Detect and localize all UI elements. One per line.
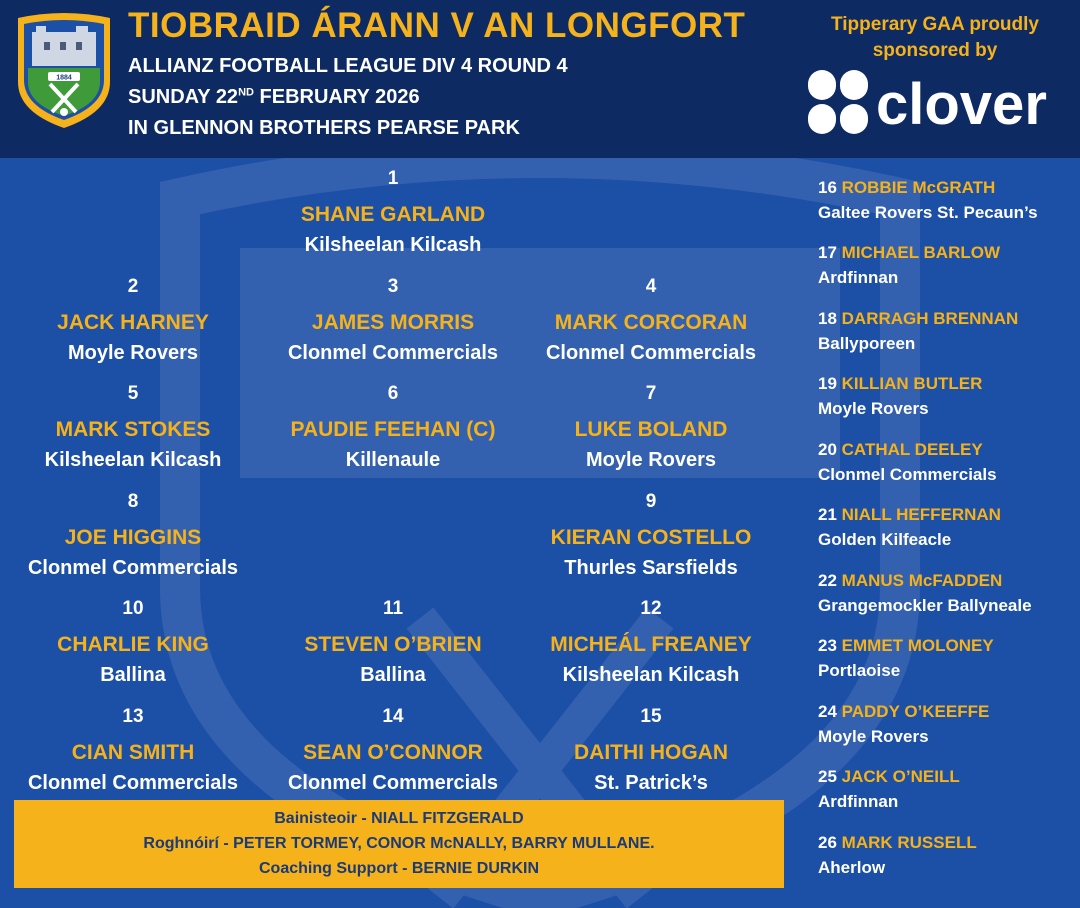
player-number: 4 xyxy=(645,276,657,297)
player-name: JAMES MORRIS xyxy=(311,311,475,334)
sub-club: Moyle Rovers xyxy=(818,727,929,746)
sub-number: 24 xyxy=(818,702,837,721)
player-club: Ballina xyxy=(100,664,166,686)
player-number: 6 xyxy=(387,383,399,404)
player-name: SHANE GARLAND xyxy=(300,203,486,226)
player-club: St. Patrick’s xyxy=(594,772,708,794)
substitute-21 xyxy=(818,503,1001,553)
management-box xyxy=(14,800,784,888)
player-2 xyxy=(5,276,261,367)
sub-club: Moyle Rovers xyxy=(818,399,929,418)
substitute-24 xyxy=(818,700,989,750)
player-9 xyxy=(523,491,779,582)
venue-label: IN GLENNON BROTHERS PEARSE PARK xyxy=(128,117,520,139)
player-name: MARK CORCORAN xyxy=(554,311,748,334)
sub-number: 22 xyxy=(818,571,837,590)
player-club: Clonmel Commercials xyxy=(27,772,239,794)
tipperary-crest-icon xyxy=(14,12,114,130)
sub-name: PADDY O’KEEFFE xyxy=(841,702,990,721)
player-name: MARK STOKES xyxy=(55,418,211,441)
match-title: TIOBRAID ÁRANN V AN LONGFORT xyxy=(128,6,746,45)
player-club: Kilsheelan Kilcash xyxy=(304,234,482,256)
sub-number: 23 xyxy=(818,636,837,655)
sub-club: Clonmel Commercials xyxy=(818,465,997,484)
substitute-25 xyxy=(818,765,960,815)
player-name: LUKE BOLAND xyxy=(574,418,728,441)
match-date: SUNDAY 22ND FEBRUARY 2026 xyxy=(128,86,420,108)
player-number: 5 xyxy=(127,383,139,404)
substitute-19 xyxy=(818,372,982,422)
player-3 xyxy=(265,276,521,367)
player-name: SEAN O’CONNOR xyxy=(303,741,483,764)
player-club: Thurles Sarsfields xyxy=(564,557,738,579)
player-number: 13 xyxy=(122,706,144,727)
player-name: STEVEN O’BRIEN xyxy=(304,633,482,656)
sub-club: Grangemockler Ballyneale xyxy=(818,596,1032,615)
player-4 xyxy=(523,276,779,367)
player-club: Clonmel Commercials xyxy=(27,557,239,579)
player-number: 14 xyxy=(382,706,404,727)
player-name: KIERAN COSTELLO xyxy=(550,526,752,549)
player-8 xyxy=(5,491,261,582)
player-10 xyxy=(5,598,261,689)
player-number: 12 xyxy=(640,598,662,619)
sub-name: DARRAGH BRENNAN xyxy=(841,309,1019,328)
substitute-18 xyxy=(818,307,1018,357)
player-club: Kilsheelan Kilcash xyxy=(562,664,740,686)
substitute-20 xyxy=(818,438,997,488)
sub-name: EMMET MOLONEY xyxy=(841,636,994,655)
player-club: Moyle Rovers xyxy=(67,342,199,364)
substitute-17 xyxy=(818,241,1000,291)
substitute-16 xyxy=(818,176,1038,226)
player-number: 8 xyxy=(127,491,139,512)
sponsor-text: Tipperary GAA proudly sponsored by xyxy=(831,14,1039,61)
player-6 xyxy=(265,383,521,474)
player-club: Moyle Rovers xyxy=(585,449,717,471)
sub-name: CATHAL DEELEY xyxy=(841,440,983,459)
player-13 xyxy=(5,706,261,797)
sub-number: 25 xyxy=(818,767,837,786)
player-5 xyxy=(5,383,261,474)
player-14 xyxy=(265,706,521,797)
clover-logo-icon xyxy=(806,68,1066,136)
sub-number: 20 xyxy=(818,440,837,459)
player-club: Kilsheelan Kilcash xyxy=(44,449,222,471)
sub-club: Ballyporeen xyxy=(818,334,916,353)
sub-number: 19 xyxy=(818,374,837,393)
player-number: 10 xyxy=(122,598,144,619)
sub-name: MICHAEL BARLOW xyxy=(841,243,1000,262)
player-1 xyxy=(265,168,521,259)
sub-number: 18 xyxy=(818,309,837,328)
player-7 xyxy=(523,383,779,474)
sub-name: MANUS McFADDEN xyxy=(841,571,1003,590)
player-15 xyxy=(523,706,779,797)
manager-line: Bainisteoir - NIALL FITZGERALD xyxy=(274,810,524,827)
sub-number: 21 xyxy=(818,505,837,524)
player-number: 2 xyxy=(127,276,139,297)
sub-club: Galtee Rovers St. Pecaun’s xyxy=(818,203,1038,222)
sub-name: JACK O’NEILL xyxy=(841,767,960,786)
coaching-line: Coaching Support - BERNIE DURKIN xyxy=(259,860,539,877)
sub-name: NIALL HEFFERNAN xyxy=(841,505,1001,524)
player-number: 9 xyxy=(645,491,657,512)
player-11 xyxy=(265,598,521,689)
sub-club: Aherlow xyxy=(818,858,886,877)
svg-text:1884: 1884 xyxy=(56,74,72,81)
player-number: 1 xyxy=(387,168,399,189)
player-number: 3 xyxy=(387,276,399,297)
player-number: 11 xyxy=(382,598,404,619)
player-12 xyxy=(523,598,779,689)
player-number: 15 xyxy=(640,706,662,727)
sub-club: Ardfinnan xyxy=(818,792,899,811)
sub-name: KILLIAN BUTLER xyxy=(841,374,983,393)
player-name: CIAN SMITH xyxy=(71,741,195,764)
substitute-23 xyxy=(818,634,994,684)
player-name: JACK HARNEY xyxy=(57,311,209,334)
player-name: DAITHI HOGAN xyxy=(574,741,728,764)
header-bar xyxy=(0,0,1080,158)
sub-club: Portlaoise xyxy=(818,661,901,680)
substitute-22 xyxy=(818,569,1032,619)
competition-label: ALLIANZ FOOTBALL LEAGUE DIV 4 ROUND 4 xyxy=(128,55,568,77)
player-name: PAUDIE FEEHAN (C) xyxy=(290,418,496,441)
svg-text:clover: clover xyxy=(876,72,1047,136)
player-club: Clonmel Commercials xyxy=(545,342,757,364)
player-club: Ballina xyxy=(360,664,426,686)
player-number: 7 xyxy=(645,383,657,404)
sub-club: Golden Kilfeacle xyxy=(818,530,952,549)
player-name: MICHEÁL FREANEY xyxy=(550,633,752,656)
substitute-26 xyxy=(818,831,977,881)
player-club: Clonmel Commercials xyxy=(287,342,499,364)
sub-club: Ardfinnan xyxy=(818,268,899,287)
sub-name: MARK RUSSELL xyxy=(841,833,977,852)
sub-number: 16 xyxy=(818,178,837,197)
selectors-line: Roghnóirí - PETER TORMEY, CONOR McNALLY, BARRY MULLANE. xyxy=(143,835,655,852)
player-club: Clonmel Commercials xyxy=(287,772,499,794)
player-name: JOE HIGGINS xyxy=(64,526,202,549)
sub-number: 17 xyxy=(818,243,837,262)
crest-year xyxy=(48,72,80,81)
player-name: CHARLIE KING xyxy=(57,633,209,656)
sub-number: 26 xyxy=(818,833,837,852)
player-club: Killenaule xyxy=(345,449,441,471)
sub-name: ROBBIE McGRATH xyxy=(841,178,996,197)
